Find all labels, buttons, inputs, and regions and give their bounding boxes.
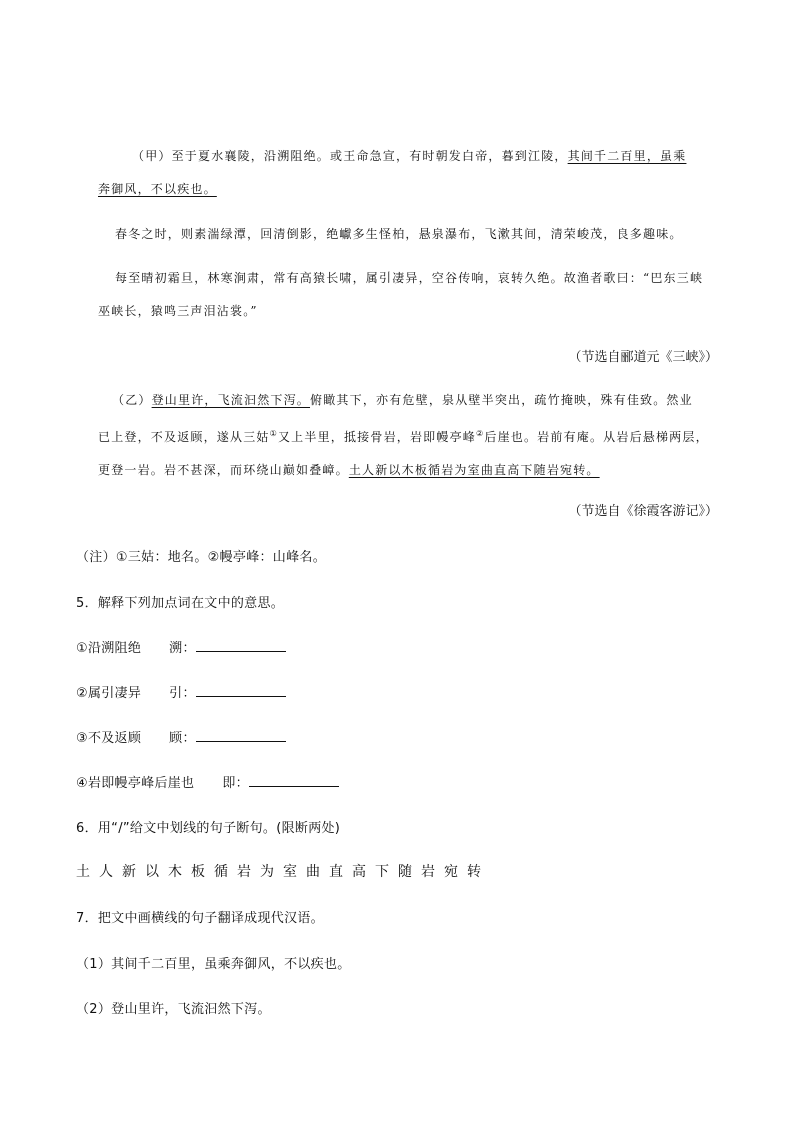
answer-blank-1[interactable] <box>196 639 286 652</box>
q5-item-1: ①沿溯阻绝 溯： <box>76 637 286 656</box>
q7-sentence-1: （1）其间千二百里，虽乘奔御风，不以疾也。 <box>76 957 351 972</box>
question-6-title: 6．用“/”给文中划线的句子断句。(限断两处) <box>76 821 341 836</box>
answer-blank-3[interactable] <box>196 729 286 742</box>
passage-jia-paragraph-3: 每至晴初霜旦，林寒涧肃，常有高猿长啸，属引凄异，空谷传响，哀转久绝。故渔者歌曰：“巴东三峡 巫峡长，猿鸣三声泪沾裳。” <box>98 271 704 318</box>
q5-item-4: ④岩即幔亭峰后崖也 即： <box>76 772 339 791</box>
passage-yi-paragraph: （乙）登山里许，飞流汩然下泻。俯瞰其下，亦有危壁，泉从壁半突出，疏竹掩映，殊有佳致。然业 已上登，不及返顾，遂从三姑①又上半里，抵接骨岩，岩即幔亭峰②后崖也。岩前有庵。从岩后悬梯两层， 更登一岩。岩不甚深，而环绕山巅如叠嶂。土人新以木板循岩为室曲直高下随岩宛转。 <box>98 393 709 477</box>
question-5-title: 5．解释下列加点词在文中的意思。 <box>76 596 285 611</box>
source-sanxia: （节选自郦道元《三峡》） <box>568 350 718 365</box>
underlined-sentence-3: 土人新以木板循岩为室曲直高下随岩宛转。 <box>348 463 600 477</box>
underlined-sentence-2: 登山里许，飞流汩然下泻。 <box>151 393 311 407</box>
question-7-title: 7．把文中画横线的句子翻译成现代汉语。 <box>76 911 324 926</box>
q7-sentence-2: （2）登山里许，飞流汩然下泻。 <box>76 1002 271 1017</box>
underlined-sentence-1a: 其间千二百里，虽乘 <box>567 149 687 163</box>
q5-item-3: ③不及返顾 顾： <box>76 727 286 746</box>
q6-sentence: 土人新以木板循岩为室曲直高下随岩宛转 <box>76 864 490 880</box>
passage-jia-paragraph-1: （甲）至于夏水襄陵，沿溯阻绝。或王命急宣，有时朝发白帝，暮到江陵，其间千二百里，虽乘 奔御风，不以疾也。 <box>98 149 687 196</box>
annotation-note: （注）①三姑：地名。②幔亭峰：山峰名。 <box>76 550 327 565</box>
underlined-sentence-1b: 奔御风，不以疾也。 <box>98 182 217 196</box>
passage-jia-paragraph-2: 春冬之时，则素湍绿潭，回清倒影，绝巘多生怪柏，悬泉瀑布，飞漱其间，清荣峻茂，良多趣味。 <box>115 227 683 241</box>
answer-blank-4[interactable] <box>249 774 339 787</box>
q5-item-2: ②属引凄异 引： <box>76 682 286 701</box>
answer-blank-2[interactable] <box>196 684 286 697</box>
source-xuxiake: （节选自《徐霞客游记》） <box>568 504 718 519</box>
